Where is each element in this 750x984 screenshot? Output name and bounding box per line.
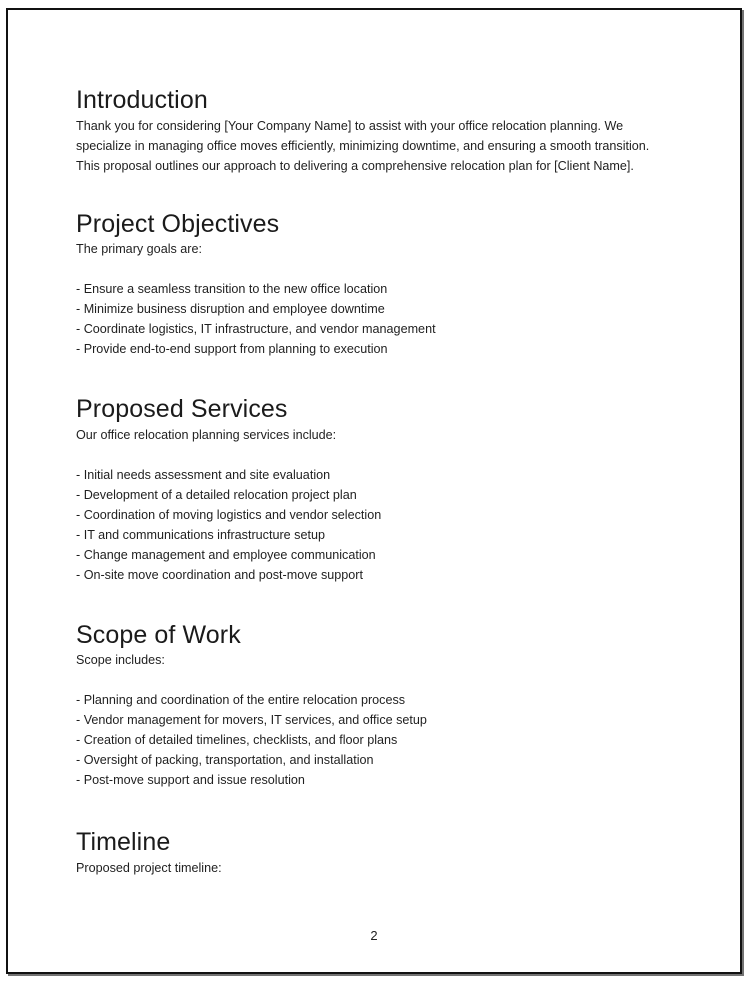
section-proposed-services — [76, 359, 676, 585]
paragraph-timeline-lead: Proposed project timeline: — [76, 860, 222, 875]
list-item: - Coordinate logistics, IT infrastructure, and vendor management — [76, 322, 436, 336]
section-timeline — [76, 790, 676, 878]
list-scope-of-work — [76, 690, 676, 790]
list-item: - Oversight of packing, transportation, and installation — [76, 753, 374, 767]
document-body — [76, 74, 676, 878]
heading-scope-of-work: Scope of Work — [76, 620, 241, 649]
paragraph-introduction-1: Thank you for considering [Your Company Name] to assist with your office relocation planning. We specialize in managing office moves efficiently, minimizing downtime, and ensuring a smooth transition. — [76, 118, 650, 153]
section-introduction — [76, 74, 676, 176]
section-project-objectives — [76, 176, 676, 360]
document-page — [6, 8, 742, 974]
list-item: - Development of a detailed relocation project plan — [76, 487, 357, 502]
list-item: - Minimize business disruption and employee downtime — [76, 302, 385, 316]
list-item: - Ensure a seamless transition to the new office location — [76, 282, 388, 296]
list-item: - Creation of detailed timelines, checklists, and floor plans — [76, 733, 398, 747]
heading-timeline: Timeline — [76, 828, 171, 856]
list-proposed-services — [76, 465, 676, 585]
list-item: - IT and communications infrastructure setup — [76, 527, 325, 542]
list-item: - Vendor management for movers, IT services, and office setup — [76, 713, 427, 727]
section-scope-of-work — [76, 585, 676, 791]
heading-project-objectives: Project Objectives — [76, 209, 280, 238]
paragraph-introduction-2: This proposal outlines our approach to delivering a comprehensive relocation plan for [Client Name]. — [76, 158, 634, 173]
list-project-objectives — [76, 279, 676, 359]
list-item: - On-site move coordination and post-move support — [76, 567, 363, 582]
list-item: - Planning and coordination of the entire relocation process — [76, 693, 406, 707]
paragraph-project-objectives-lead: The primary goals are: — [76, 242, 202, 256]
paragraph-scope-of-work-lead: Scope includes: — [76, 653, 165, 667]
paragraph-proposed-services-lead: Our office relocation planning services include: — [76, 427, 337, 442]
list-item: - Provide end-to-end support from planning to execution — [76, 342, 388, 356]
list-item: - Initial needs assessment and site evaluation — [76, 467, 331, 482]
list-item: - Coordination of moving logistics and vendor selection — [76, 507, 382, 522]
list-item: - Change management and employee communication — [76, 547, 376, 562]
list-item: - Post-move support and issue resolution — [76, 773, 305, 787]
page-number: 2 — [370, 928, 378, 943]
heading-introduction: Introduction — [76, 86, 208, 114]
heading-proposed-services: Proposed Services — [76, 395, 288, 423]
